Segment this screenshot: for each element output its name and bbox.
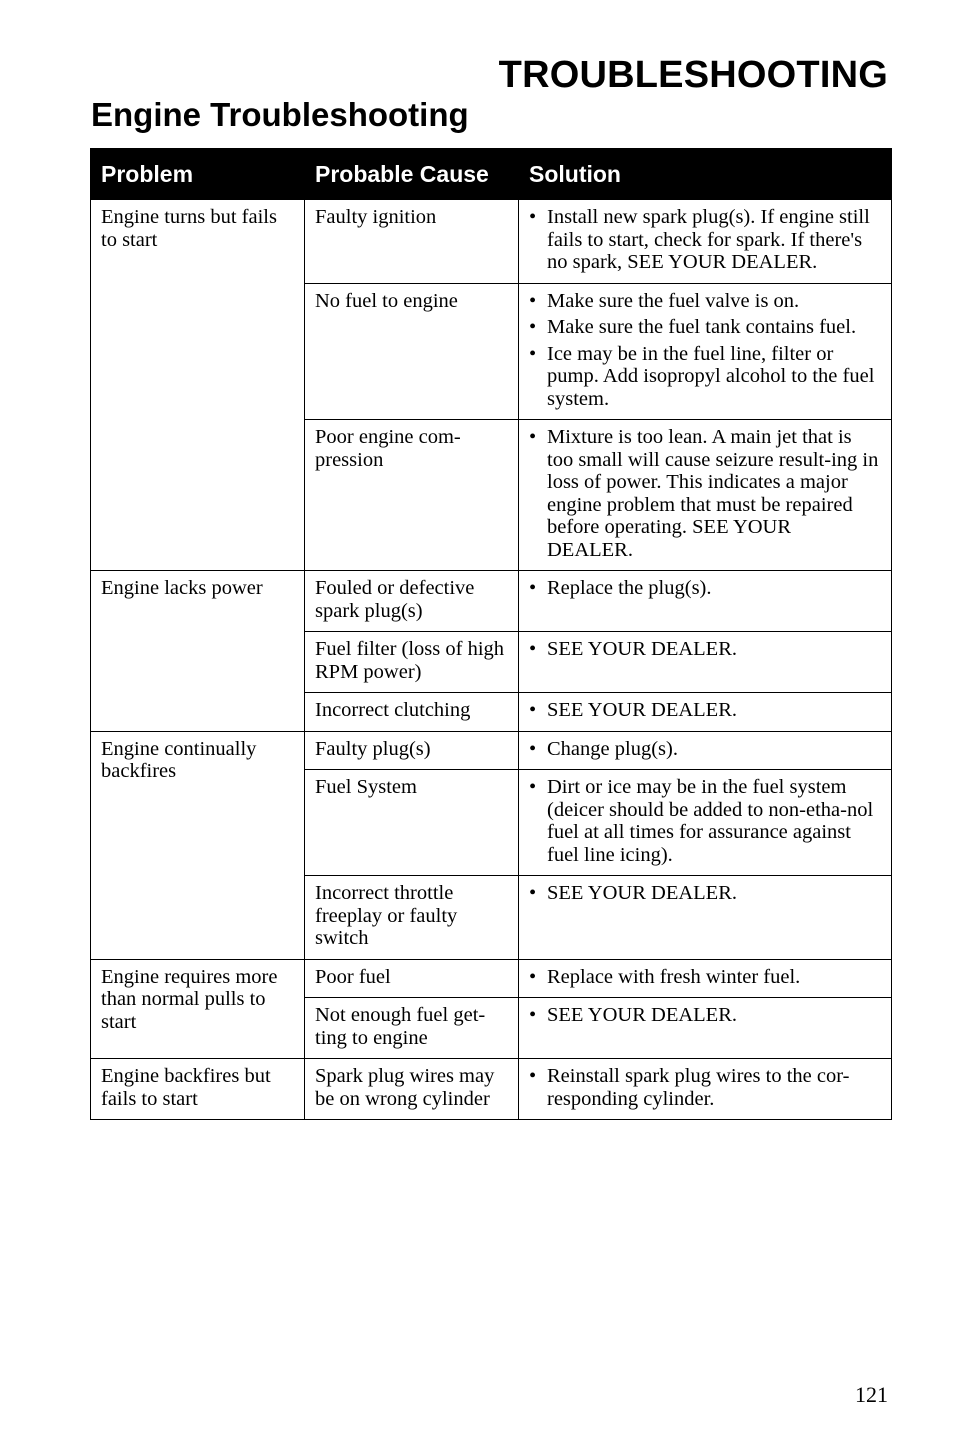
cause-cell: Poor fuel (305, 959, 519, 998)
problem-cell: Engine backfires but fails to start (91, 1059, 305, 1120)
problem-cell: Engine continually backfires (91, 731, 305, 959)
solution-list (529, 206, 881, 274)
solution-list (529, 1004, 881, 1027)
solution-item: • SEE YOUR DEALER. (529, 638, 881, 661)
solution-item: • SEE YOUR DEALER. (529, 699, 881, 722)
solution-cell (519, 200, 892, 284)
solution-item: • Replace with fresh winter fuel. (529, 966, 881, 989)
section-title: TROUBLESHOOTING (498, 54, 888, 96)
solution-list (529, 577, 881, 600)
column-header-probable-cause: Probable Cause (305, 149, 519, 200)
solution-list (529, 1065, 881, 1110)
solution-cell (519, 283, 892, 420)
solution-cell (519, 632, 892, 693)
cause-cell: Spark plug wires may be on wrong cylinder (305, 1059, 519, 1120)
cause-cell: Fuel filter (loss of high RPM power) (305, 632, 519, 693)
table-row (91, 571, 892, 632)
troubleshooting-table (90, 148, 892, 1120)
solution-item: • Install new spark plug(s). If engine still fails to start, check for spark. If there's no spark, SEE YOUR DEALER. (529, 206, 881, 274)
solution-item: • SEE YOUR DEALER. (529, 1004, 881, 1027)
solution-cell (519, 876, 892, 960)
solution-list (529, 426, 881, 561)
solution-cell (519, 998, 892, 1059)
cause-cell: Not enough fuel get-ting to engine (305, 998, 519, 1059)
cause-cell: Fouled or defective spark plug(s) (305, 571, 519, 632)
solution-list (529, 699, 881, 722)
solution-item: • Reinstall spark plug wires to the cor-responding cylinder. (529, 1065, 881, 1110)
solution-item: • Ice may be in the fuel line, filter or pump. Add isopropyl alcohol to the fuel system. (529, 343, 881, 411)
column-header-solution: Solution (519, 149, 892, 200)
solution-cell (519, 420, 892, 571)
solution-cell (519, 959, 892, 998)
solution-list (529, 882, 881, 905)
solution-item: • Change plug(s). (529, 738, 881, 761)
solution-cell (519, 1059, 892, 1120)
solution-item: • Make sure the fuel tank contains fuel. (529, 316, 881, 339)
solution-list (529, 290, 881, 411)
cause-cell: Poor engine com-pression (305, 420, 519, 571)
solution-list (529, 966, 881, 989)
cause-cell: Faulty plug(s) (305, 731, 519, 770)
column-header-problem: Problem (91, 149, 305, 200)
cause-cell: Incorrect throttle freeplay or faulty switch (305, 876, 519, 960)
problem-cell: Engine turns but fails to start (91, 200, 305, 571)
solution-cell (519, 693, 892, 732)
solution-list (529, 776, 881, 866)
problem-cell: Engine requires more than normal pulls to start (91, 959, 305, 1059)
header-row (91, 149, 892, 200)
solution-cell (519, 770, 892, 876)
solution-list (529, 738, 881, 761)
cause-cell: Faulty ignition (305, 200, 519, 284)
table-row (91, 959, 892, 998)
solution-item: • Mixture is too lean. A main jet that is too small will cause seizure result-ing in loss of power. This indicates a major engine problem that must be repaired before operating. SEE YOUR DEALER. (529, 426, 881, 561)
page-heading: Engine Troubleshooting (91, 96, 469, 133)
table-row (91, 200, 892, 284)
solution-cell (519, 731, 892, 770)
cause-cell: Incorrect clutching (305, 693, 519, 732)
table-row (91, 1059, 892, 1120)
table-body (91, 200, 892, 1120)
solution-cell (519, 571, 892, 632)
cause-cell: Fuel System (305, 770, 519, 876)
problem-cell: Engine lacks power (91, 571, 305, 732)
solution-item: • SEE YOUR DEALER. (529, 882, 881, 905)
table-row (91, 731, 892, 770)
table-header (91, 149, 892, 200)
solution-item: • Dirt or ice may be in the fuel system (deicer should be added to non-etha-nol fuel at all times for assurance against fuel line icing). (529, 776, 881, 866)
page-number: 121 (855, 1382, 888, 1407)
solution-item: • Make sure the fuel valve is on. (529, 290, 881, 313)
solution-item: • Replace the plug(s). (529, 577, 881, 600)
solution-list (529, 638, 881, 661)
cause-cell: No fuel to engine (305, 283, 519, 420)
